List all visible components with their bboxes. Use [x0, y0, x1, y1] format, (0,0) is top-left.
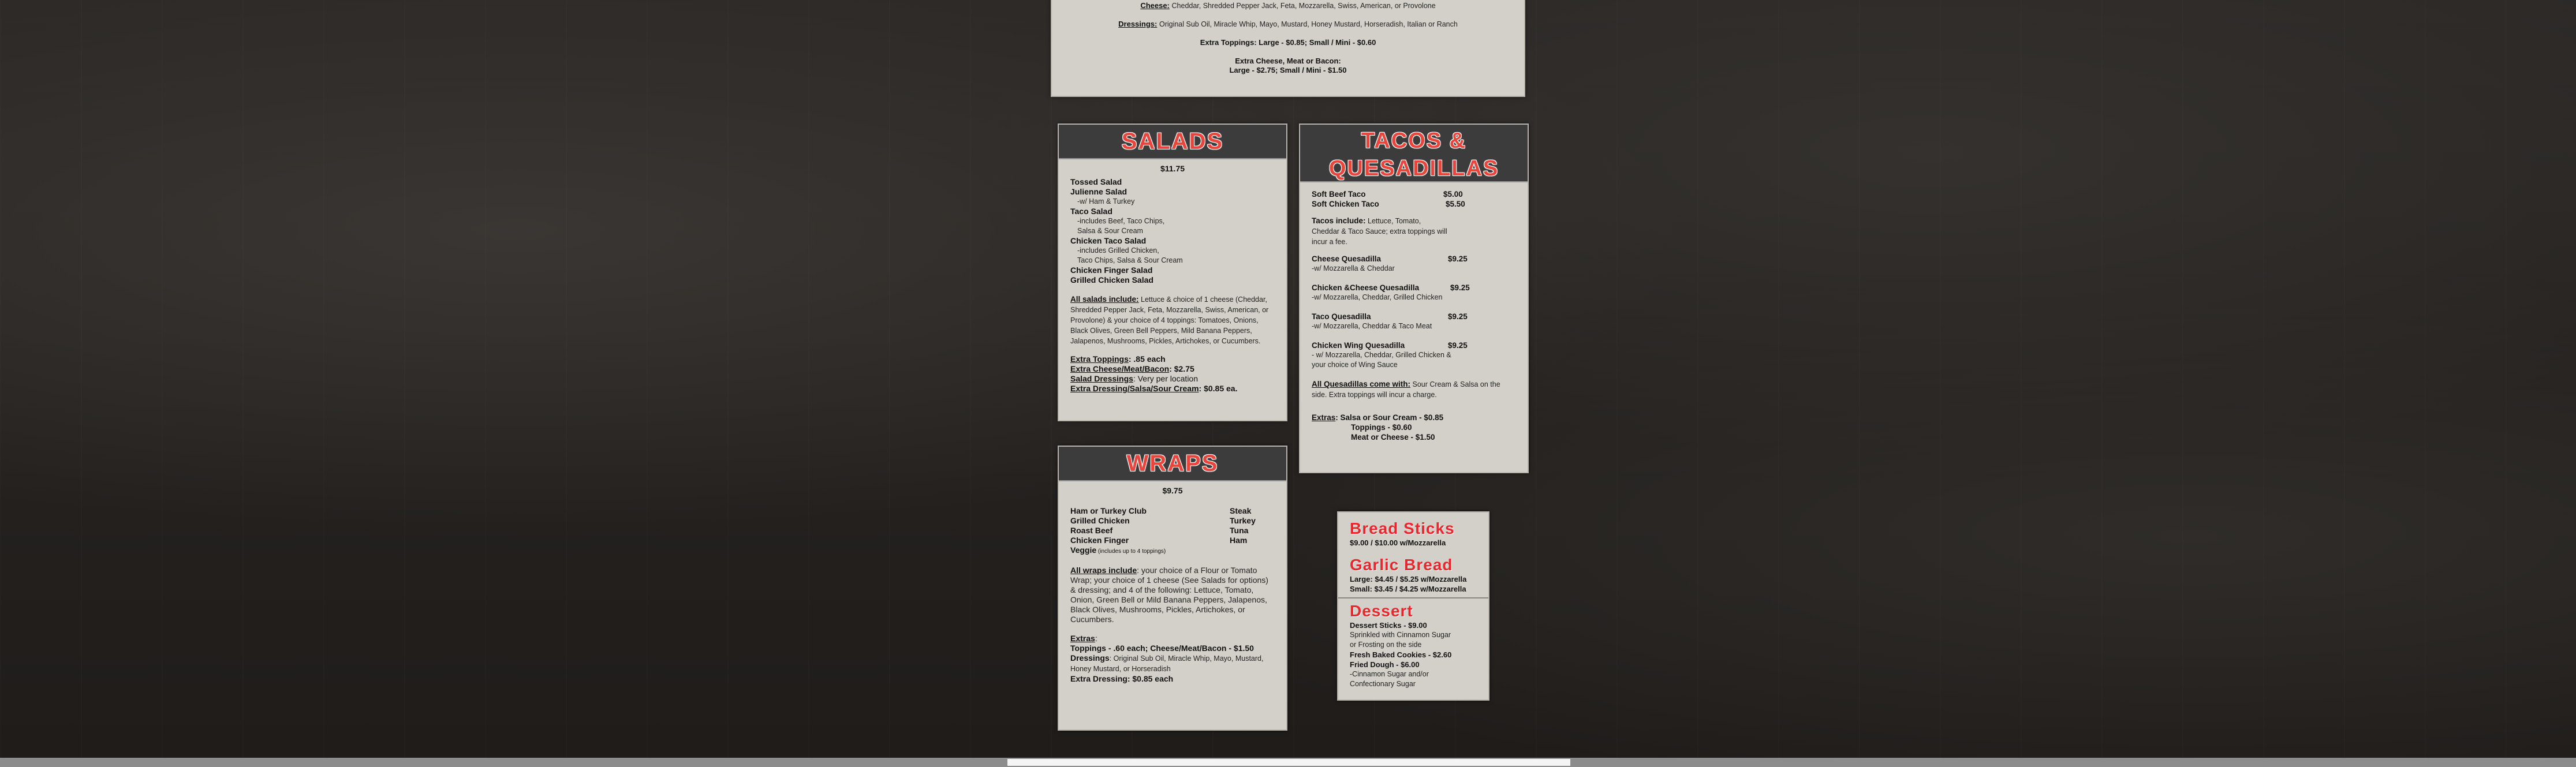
- tacos-include-text: Lettuce, Tomato, Cheddar & Taco Sauce; extra toppings will incur a fee.: [1312, 217, 1447, 246]
- tacos-extras-line2: Toppings - $0.60: [1351, 423, 1412, 432]
- tacos-include: [1312, 216, 1450, 247]
- salad-item: Grilled Chicken Salad: [1070, 275, 1153, 285]
- tacos-title-line2: QUESADILLAS: [1328, 156, 1499, 181]
- salads-price: $11.75: [1160, 164, 1185, 173]
- quesadillas-include-text: Sour Cream & Salsa on the side. Extra toppings will incur a charge.: [1312, 380, 1500, 399]
- soft-chicken-taco-row: [1312, 199, 1516, 209]
- wrap-item: Grilled Chicken: [1070, 516, 1130, 525]
- veggie-wrap: [1070, 545, 1275, 556]
- tacos-include-label: Tacos include:: [1312, 216, 1366, 225]
- extra-cheese-line-2: Large - $2.75; Small / Mini - $1.50: [1229, 66, 1347, 74]
- bread-sticks-title: Bread Sticks: [1350, 519, 1455, 537]
- chicken-quesadilla-name: Chicken &Cheese Quesadilla: [1312, 283, 1420, 292]
- wraps-extras-colon: :: [1095, 634, 1097, 643]
- dessert-sticks-desc-1: Sprinkled with Cinnamon Sugar: [1350, 631, 1451, 639]
- cheese-quesadilla-price: $9.25: [1448, 255, 1468, 263]
- bread-sticks-price: $9.00 / $10.00 w/Mozzarella: [1350, 538, 1446, 547]
- wraps-panel: [1058, 446, 1287, 731]
- veggie-wrap-note: (includes up to 4 toppings): [1096, 548, 1166, 555]
- cheese-label: Cheese:: [1140, 1, 1170, 10]
- wraps-include: [1070, 566, 1275, 624]
- wraps-title: WRAPS: [1126, 451, 1219, 476]
- salads-extra-dressing-label: Extra Dressing/Salsa/Sour Cream: [1070, 384, 1199, 393]
- salad-item-desc: -includes Grilled Chicken,: [1077, 246, 1159, 255]
- salads-dressings-label: Salad Dressings: [1070, 374, 1133, 383]
- salads-extra-toppings-label: Extra Toppings: [1070, 354, 1129, 364]
- wrap-item: Ham: [1230, 536, 1248, 545]
- cheese-quesadilla-desc: -w/ Mozzarella & Cheddar: [1312, 264, 1395, 272]
- soft-chicken-taco-name: Soft Chicken Taco: [1312, 200, 1379, 208]
- wraps-dressings-label: Dressings: [1070, 653, 1110, 663]
- salad-item-desc: Salsa & Sour Cream: [1077, 227, 1143, 235]
- salads-dressings-text: : Very per location: [1133, 374, 1198, 383]
- wraps-extras-label: Extras: [1070, 634, 1095, 643]
- fried-dough-desc-2: Confectionary Sugar: [1350, 680, 1416, 688]
- salad-item-desc: -includes Beef, Taco Chips,: [1077, 217, 1165, 225]
- wrap-item: Roast Beef: [1070, 526, 1113, 535]
- salads-extras: [1070, 354, 1275, 394]
- dressings-text: Original Sub Oil, Miracle Whip, Mayo, Mustard, Honey Mustard, Horseradish, Italian or Ranch: [1159, 20, 1458, 28]
- salad-item-desc: Taco Chips, Salsa & Sour Cream: [1077, 256, 1183, 264]
- chicken-quesadilla: [1312, 283, 1516, 302]
- taco-quesadilla-price: $9.25: [1448, 312, 1468, 321]
- wraps-right-column: [1230, 506, 1256, 545]
- salad-item: Tossed Salad: [1070, 177, 1122, 186]
- salads-include-desc: Lettuce & choice of 1 cheese (Cheddar, Shredded Pepper Jack, Feta, Mozzarella, Swiss, American, or Provolone) & your choice of 4 toppings: Tomatoes, Onions, Black Olives, Green Bell Peppers, Mild Banana Peppers, Jalapenos, Mushrooms, Pickles, Artichokes, or Cucumbers.: [1070, 295, 1269, 345]
- tacos-extras-line3: Meat or Cheese - $1.50: [1351, 433, 1435, 442]
- salad-item: Chicken Taco Salad: [1070, 236, 1147, 245]
- tacos-title-line1: TACOS &: [1361, 129, 1467, 153]
- taco-quesadilla: [1312, 312, 1516, 331]
- tacos-extras-label: Extras: [1312, 413, 1336, 422]
- dessert-sticks-desc-2: or Frosting on the side: [1350, 641, 1422, 649]
- salads-extra-dressing-price: : $0.85 ea.: [1199, 384, 1238, 393]
- wraps-item-columns: [1070, 506, 1275, 545]
- fried-dough: Fried Dough - $6.00: [1350, 660, 1420, 669]
- cheese-quesadilla-name: Cheese Quesadilla: [1312, 255, 1382, 263]
- wraps-left-column: [1070, 506, 1230, 545]
- wrap-item: Ham or Turkey Club: [1070, 506, 1147, 515]
- horizontal-scrollbar[interactable]: [0, 758, 2576, 767]
- salad-item-desc: -w/ Ham & Turkey: [1077, 197, 1135, 205]
- wrap-item: Turkey: [1230, 516, 1256, 525]
- cheese-text: Cheddar, Shredded Pepper Jack, Feta, Mozzarella, Swiss, American, or Provolone: [1171, 2, 1436, 10]
- salads-title: SALADS: [1121, 129, 1224, 154]
- wraps-price: $9.75: [1162, 486, 1183, 495]
- cheese-quesadilla: [1312, 254, 1516, 274]
- salads-extra-toppings-price: : .85 each: [1128, 354, 1166, 364]
- taco-quesadilla-name: Taco Quesadilla: [1312, 312, 1371, 321]
- wing-quesadilla-name: Chicken Wing Quesadilla: [1312, 341, 1405, 350]
- salads-item-list: [1070, 177, 1275, 285]
- soft-chicken-taco-price: $5.50: [1446, 200, 1465, 208]
- extra-cheese-line-1: Extra Cheese, Meat or Bacon:: [1235, 57, 1341, 65]
- wrap-item: Steak: [1230, 506, 1252, 515]
- sides-panel: [1337, 511, 1489, 701]
- salads-panel: [1058, 124, 1287, 421]
- horizontal-scrollbar-thumb[interactable]: [1007, 759, 1570, 766]
- extra-toppings-line: Extra Toppings: Large - $0.85; Small / Mini - $0.60: [1200, 38, 1376, 47]
- tacos-panel: [1299, 124, 1529, 473]
- tacos-header: [1300, 125, 1528, 182]
- cheese-line: [1063, 1, 1513, 10]
- salads-extra-cheese-label: Extra Cheese/Meat/Bacon: [1070, 364, 1170, 373]
- salads-include-text: [1070, 294, 1275, 346]
- soft-beef-taco-row: [1312, 189, 1516, 199]
- tacos-extras: [1312, 413, 1516, 442]
- wraps-dressings-text: : Original Sub Oil, Miracle Whip, Mayo, Mustard, Honey Mustard, or Horseradish: [1070, 654, 1264, 673]
- wraps-extra-dressing: Extra Dressing: $0.85 each: [1070, 674, 1174, 683]
- fried-dough-desc-1: -Cinnamon Sugar and/or: [1350, 670, 1429, 678]
- soft-beef-taco-name: Soft Beef Taco: [1312, 190, 1366, 199]
- wing-quesadilla: [1312, 341, 1516, 370]
- salad-item: Taco Salad: [1070, 207, 1112, 216]
- wrap-item: Chicken Finger: [1070, 536, 1129, 545]
- wraps-header: [1059, 447, 1286, 481]
- wing-quesadilla-price: $9.25: [1448, 341, 1468, 350]
- soft-beef-taco-price: $5.00: [1443, 190, 1463, 199]
- dessert-title: Dessert: [1350, 602, 1413, 620]
- sides-divider: [1338, 597, 1488, 598]
- salad-item: Julienne Salad: [1070, 187, 1128, 196]
- quesadillas-include-label: All Quesadillas come with:: [1312, 380, 1411, 388]
- tacos-extras-line1: : Salsa or Sour Cream - $0.85: [1335, 413, 1444, 422]
- wraps-include-text: : your choice of a Flour or Tomato Wrap; your choice of 1 cheese (See Salads for options) & dressing; and 4 of the following: Lettuce, Tomato, Onion, Green Bell or Mild Banana Peppers, Jalapenos, Black Olives, Mushrooms, Pickles, Artichokes, or Cucumbers.: [1070, 566, 1268, 624]
- salads-header: [1059, 125, 1286, 159]
- veggie-wrap-name: Veggie: [1070, 545, 1097, 555]
- wraps-include-label: All wraps include: [1070, 566, 1137, 575]
- wraps-extras-toppings: Toppings - .60 each; Cheese/Meat/Bacon - $1.50: [1070, 643, 1254, 653]
- chicken-quesadilla-price: $9.25: [1450, 283, 1470, 292]
- garlic-bread-title: Garlic Bread: [1350, 556, 1453, 574]
- top-menu-panel: [1051, 0, 1525, 97]
- wing-quesadilla-desc: - w/ Mozzarella, Cheddar, Grilled Chicken & your choice of Wing Sauce: [1312, 351, 1451, 369]
- dressings-label: Dressings:: [1118, 20, 1158, 28]
- wrap-item: Tuna: [1230, 526, 1249, 535]
- salads-include-label: All salads include:: [1070, 295, 1139, 304]
- salad-item: Chicken Finger Salad: [1070, 265, 1153, 275]
- wraps-extras: [1070, 634, 1275, 684]
- dessert-sticks: Dessert Sticks - $9.00: [1350, 621, 1427, 630]
- salads-extra-cheese-price: : $2.75: [1169, 364, 1194, 373]
- dressings-line: [1063, 20, 1513, 29]
- chicken-quesadilla-desc: -w/ Mozzarella, Cheddar, Grilled Chicken: [1312, 293, 1443, 301]
- garlic-bread-small: Small: $3.45 / $4.25 w/Mozzarella: [1350, 585, 1466, 593]
- quesadillas-include: [1312, 379, 1516, 400]
- garlic-bread-large: Large: $4.45 / $5.25 w/Mozzarella: [1350, 575, 1467, 583]
- taco-quesadilla-desc: -w/ Mozzarella, Cheddar & Taco Meat: [1312, 322, 1432, 330]
- fresh-cookies: Fresh Baked Cookies - $2.60: [1350, 650, 1452, 659]
